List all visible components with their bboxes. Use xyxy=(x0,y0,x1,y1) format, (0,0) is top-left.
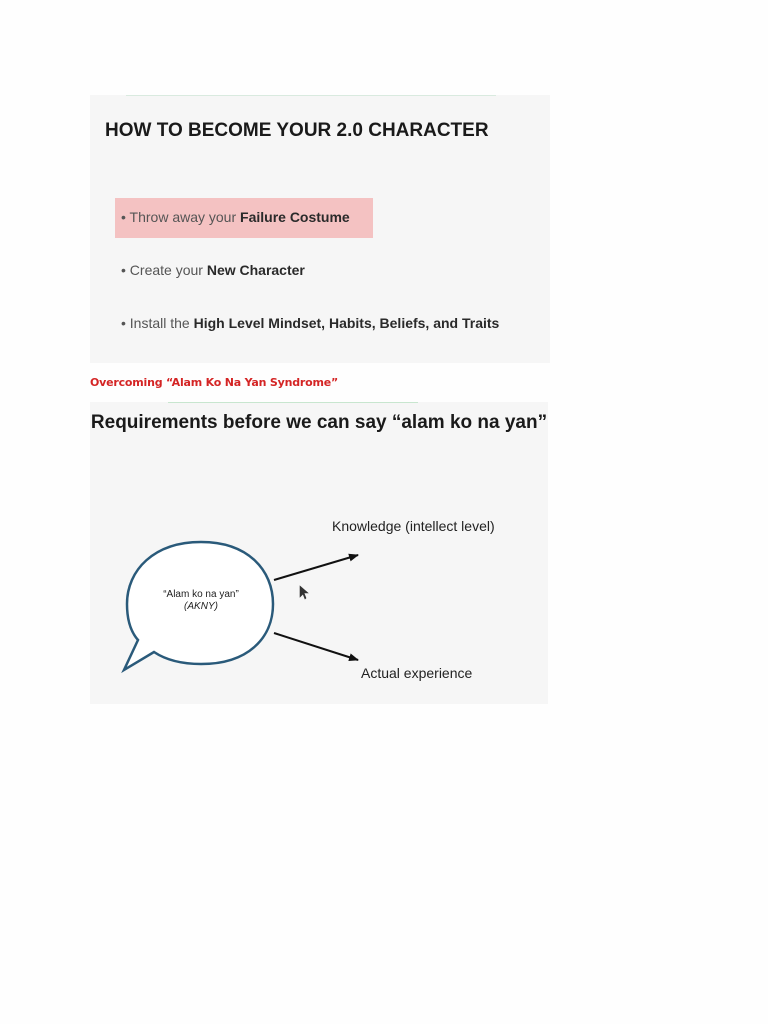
slide-title: Requirements before we can say “alam ko na yan” xyxy=(90,412,548,433)
bullet-text: • Install the xyxy=(121,315,194,331)
bullet-emphasis: High Level Mindset, Habits, Beliefs, and Traits xyxy=(193,315,500,331)
diagram xyxy=(90,402,548,704)
bubble-line: “Alam ko na yan” xyxy=(163,589,239,600)
section-caption: Overcoming “Alam Ko Na Yan Syndrome” xyxy=(90,376,339,389)
bullet-item xyxy=(121,209,350,225)
knowledge-label: Knowledge (intellect level) xyxy=(332,518,495,534)
bubble-subline: (AKNY) xyxy=(184,601,218,612)
bullet-item xyxy=(121,315,499,331)
arrow-to-experience xyxy=(274,633,358,660)
bullet-emphasis: New Character xyxy=(206,262,305,278)
bullet-text: • Create your xyxy=(121,262,207,278)
slide-how-to-become xyxy=(90,95,550,363)
bubble-text xyxy=(136,589,266,613)
arrow-to-knowledge xyxy=(274,555,358,580)
slide-title: HOW TO BECOME YOUR 2.0 CHARACTER xyxy=(105,120,489,141)
bullet-emphasis: Failure Costume xyxy=(240,209,350,225)
slide-requirements xyxy=(90,402,548,704)
slide-top-line xyxy=(126,95,496,96)
cursor-icon xyxy=(300,586,308,599)
experience-label: Actual experience xyxy=(361,665,473,681)
bullet-item xyxy=(121,262,305,278)
bullet-text: • Throw away your xyxy=(121,209,241,225)
